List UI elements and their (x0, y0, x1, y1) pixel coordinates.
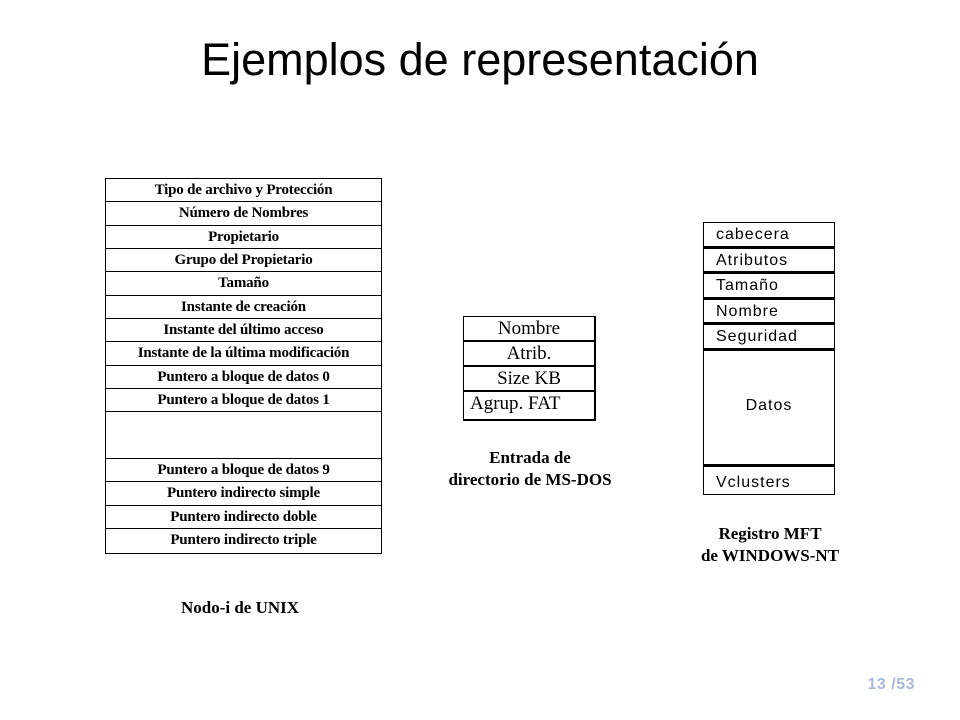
mft-caption (670, 523, 870, 567)
mft-caption-line2: de WINDOWS-NT (700, 546, 840, 565)
mft-row: Nombre (704, 300, 834, 326)
msdos-row: Size KB (464, 367, 594, 392)
mft-row: Tamaño (704, 274, 834, 300)
msdos-row: Nombre (464, 317, 594, 342)
unix-row: Puntero indirecto simple (106, 482, 381, 505)
msdos-caption-line1: Entrada de (489, 448, 571, 467)
mft-caption-line1: Registro MFT (718, 524, 822, 543)
msdos-entry-table (463, 316, 596, 421)
unix-row: Puntero a bloque de datos 1 (106, 389, 381, 412)
unix-row: Instante del último acceso (106, 319, 381, 342)
msdos-caption-line2: directorio de MS-DOS (448, 470, 612, 489)
unix-row: Instante de creación (106, 296, 381, 319)
mft-row-data: Datos (704, 351, 834, 467)
mft-row: cabecera (704, 223, 834, 249)
unix-row: Puntero indirecto triple (170, 531, 317, 548)
page-number: 13 /53 (867, 676, 915, 693)
unix-row: Tamaño (106, 272, 381, 295)
unix-caption: Nodo-i de UNIX (180, 598, 300, 617)
mft-row: Seguridad (704, 325, 834, 351)
msdos-caption (420, 447, 640, 491)
mft-row: Vclusters (716, 473, 791, 491)
mft-record-table (703, 222, 835, 495)
msdos-row: Atrib. (464, 342, 594, 367)
unix-row-gap (106, 412, 381, 459)
msdos-row: Agrup. FAT (470, 393, 561, 414)
unix-row: Puntero a bloque de datos 0 (106, 366, 381, 389)
unix-row: Puntero indirecto doble (106, 506, 381, 529)
unix-row: Propietario (106, 226, 381, 249)
unix-row: Número de Nombres (106, 202, 381, 225)
unix-row: Instante de la última modificación (106, 342, 381, 365)
unix-row: Tipo de archivo y Protección (106, 179, 381, 202)
mft-row: Atributos (704, 249, 834, 275)
unix-row: Puntero a bloque de datos 9 (106, 459, 381, 482)
page-title: Ejemplos de representación (201, 34, 759, 85)
unix-inode-table (105, 178, 382, 554)
unix-row: Grupo del Propietario (106, 249, 381, 272)
